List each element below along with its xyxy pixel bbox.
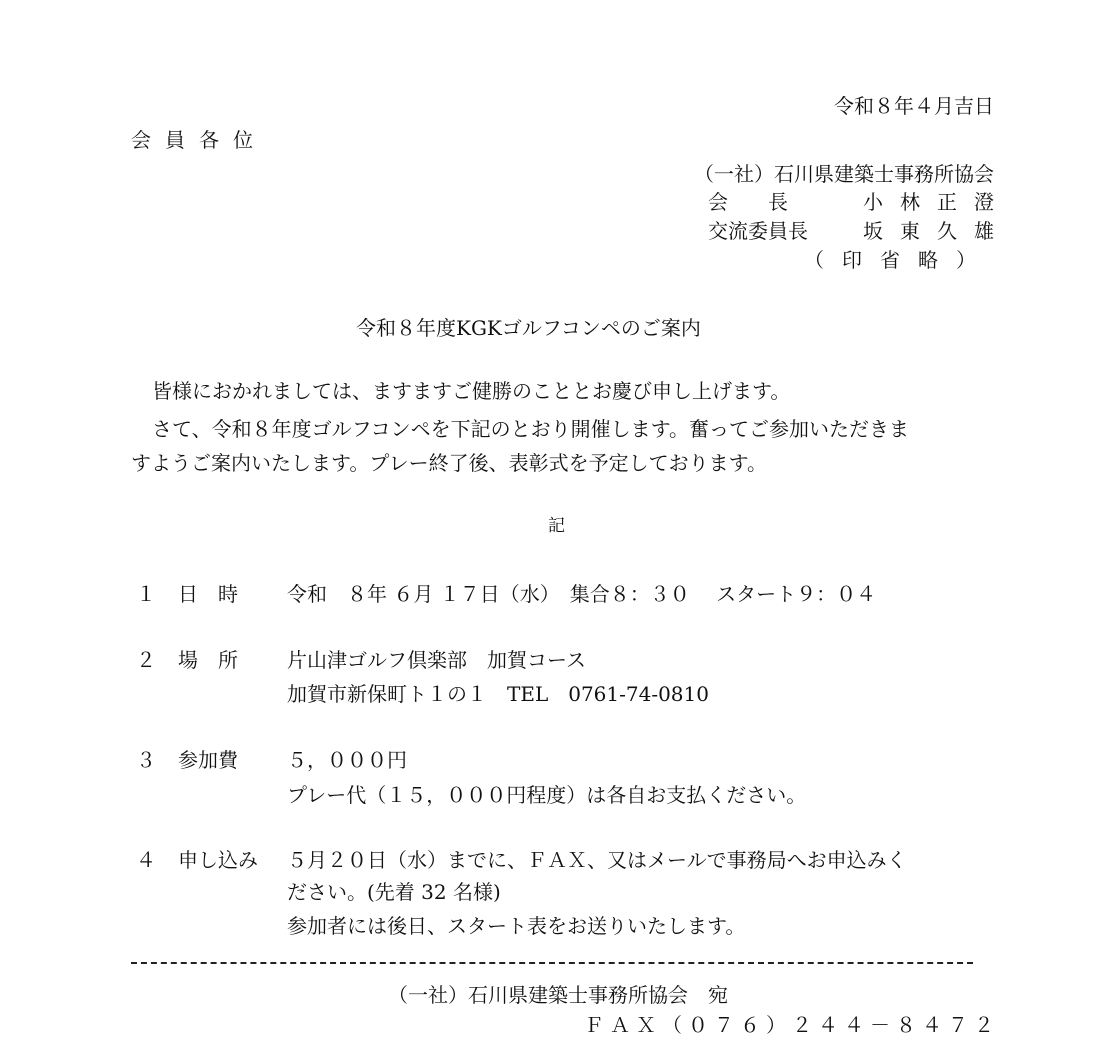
sender-role-committee: 交流委員長: [708, 219, 808, 243]
item-number: ３: [136, 748, 156, 772]
body-paragraph-line: 皆様におかれましては、ますますご健勝のこととお慶び申し上げます。: [152, 379, 791, 403]
seal-omitted-note: （印省略）: [804, 248, 994, 272]
sender-name-committee: 坂東久雄: [863, 219, 1011, 243]
fax-number: ＦＡＸ（０７６）２４４－８４７２: [584, 1013, 1000, 1037]
item-number: ４: [136, 848, 156, 872]
item-value-address: 加賀市新保町ト１の１ TEL 0761-74-0810: [287, 682, 709, 706]
cut-line-divider: [131, 962, 973, 964]
ki-heading: 記: [548, 516, 565, 536]
recipients: 会員各位: [131, 128, 267, 152]
sender-role-chairman: 会 長: [708, 190, 788, 214]
item-label-venue: 場 所: [178, 648, 238, 672]
item-value-application: ５月２０日（水）までに、ＦＡＸ、又はメールで事務局へお申込みく: [287, 848, 907, 872]
sender-organization: （一社）石川県建築士事務所協会: [694, 162, 994, 186]
item-label-fee: 参加費: [178, 748, 238, 772]
item-number: ２: [136, 648, 156, 672]
item-value-venue: 片山津ゴルフ倶楽部 加賀コース: [287, 648, 586, 672]
item-label-application: 申し込み: [178, 848, 258, 872]
issue-date: 令和８年４月吉日: [834, 94, 994, 118]
document-title: 令和８年度KGKゴルフコンペのご案内: [356, 316, 701, 340]
sender-name-chairman: 小林正澄: [863, 190, 1011, 214]
body-paragraph-line: さて、令和８年度ゴルフコンペを下記のとおり開催します。奮ってご参加いただきま: [152, 417, 909, 441]
item-value-datetime: 令和 ８年 ６月 １７日（水） 集合８：３０ スタート９：０４: [287, 582, 877, 606]
body-paragraph-line: すようご案内いたします。プレー終了後、表彰式を予定しております。: [131, 451, 767, 475]
item-value-play-fee: プレー代（１５，０００円程度）は各自お支払ください。: [287, 783, 807, 807]
item-value-fee: ５，０００円: [287, 748, 407, 772]
fax-destination: （一社）石川県建築士事務所協会 宛: [388, 983, 728, 1007]
item-value-application-cont: ださい。(先着 32 名様): [287, 880, 501, 904]
item-value-start-table-note: 参加者には後日、スタート表をお送りいたします。: [287, 914, 746, 938]
item-label-datetime: 日 時: [178, 582, 238, 606]
item-number: １: [136, 582, 156, 606]
